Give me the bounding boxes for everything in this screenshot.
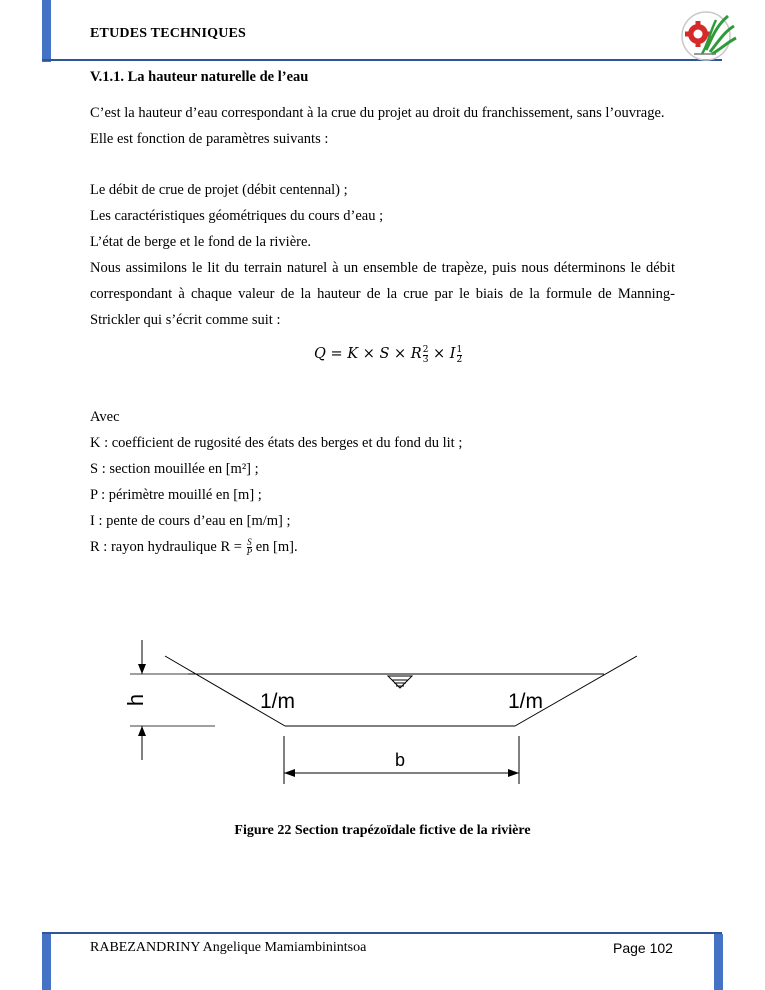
fraction-denominator: P — [246, 547, 253, 558]
footer-rule — [42, 932, 722, 934]
definition-r — [90, 534, 680, 560]
figure-caption: Figure 22 Section trapézoïdale fictive de la rivière — [234, 823, 531, 838]
label-slope-right: 1/m — [508, 690, 544, 713]
list-item: L’état de berge et le fond de la rivière. — [90, 234, 312, 250]
formula-r-exponent — [423, 346, 429, 365]
footer-accent-bar-right — [714, 934, 723, 990]
formula-lhs: Q — [314, 346, 326, 362]
b-arrow-left — [284, 769, 295, 777]
formula-middle: = K × S × R — [330, 346, 422, 362]
method-paragraph: Nous assimilons le lit du terrain naturel à un ensemble de trapèze, puis nous déterminons le débit correspondant à chaque valeur de la hauteur de la crue par le biais de la formule de Manning-Strickler qui s’écrit comme suit : — [90, 260, 675, 328]
h-arrow-top-head — [138, 664, 146, 674]
formula-times-i: × I — [433, 346, 456, 362]
fraction-denominator: 3 — [422, 355, 429, 366]
formula-i-exponent — [457, 346, 463, 365]
definition-i: I : pente de cours d’eau en [m/m] ; — [90, 513, 291, 529]
label-slope-left: 1/m — [260, 690, 296, 713]
intro-line-2: Elle est fonction de paramètres suivants : — [90, 131, 329, 147]
university-logo-icon — [676, 8, 740, 62]
fraction-numerator: 2 — [422, 345, 429, 356]
intro-paragraph — [90, 100, 680, 152]
footer-author: RABEZANDRINY Angelique Mamiambinintsoa — [90, 940, 367, 955]
fraction-numerator: 1 — [456, 345, 463, 356]
definition-s: S : section mouillée en [m²] ; — [90, 461, 259, 477]
definition-p: P : périmètre mouillé en [m] ; — [90, 487, 262, 503]
header-accent-bar — [42, 0, 51, 62]
list-item: Les caractéristiques géométriques du cours d’eau ; — [90, 208, 384, 224]
b-arrow-right — [508, 769, 519, 777]
list-item: Le débit de crue de projet (débit centennal) ; — [90, 182, 348, 198]
page-number: Page 102 — [613, 940, 673, 956]
trapezoidal-section-diagram — [110, 636, 650, 786]
parameter-list — [90, 177, 680, 255]
intro-line-1: C’est la hauteur d’eau correspondant à la crue du projet au droit du franchissement, sans l’ouvrage. — [90, 105, 665, 121]
header-rule — [42, 59, 722, 61]
section-title: V.1.1. La hauteur naturelle de l’eau — [90, 69, 309, 85]
definitions-intro: Avec — [90, 409, 120, 425]
definition-r-suffix: en [m]. — [255, 539, 298, 555]
manning-strickler-formula — [314, 346, 462, 365]
h-arrow-bottom-head — [138, 726, 146, 736]
label-h: h — [122, 693, 148, 707]
header-title: ETUDES TECHNIQUES — [90, 26, 247, 41]
label-b: b — [394, 750, 406, 770]
definition-r-prefix: R : rayon hydraulique R = — [90, 539, 242, 555]
fraction-numerator: S — [247, 537, 252, 548]
definitions-list — [90, 404, 680, 560]
footer-accent-bar-left — [42, 934, 51, 990]
fraction-denominator: 2 — [456, 355, 463, 366]
definition-r-fraction — [247, 538, 253, 557]
definition-k: K : coefficient de rugosité des états des berges et du fond du lit ; — [90, 435, 463, 451]
